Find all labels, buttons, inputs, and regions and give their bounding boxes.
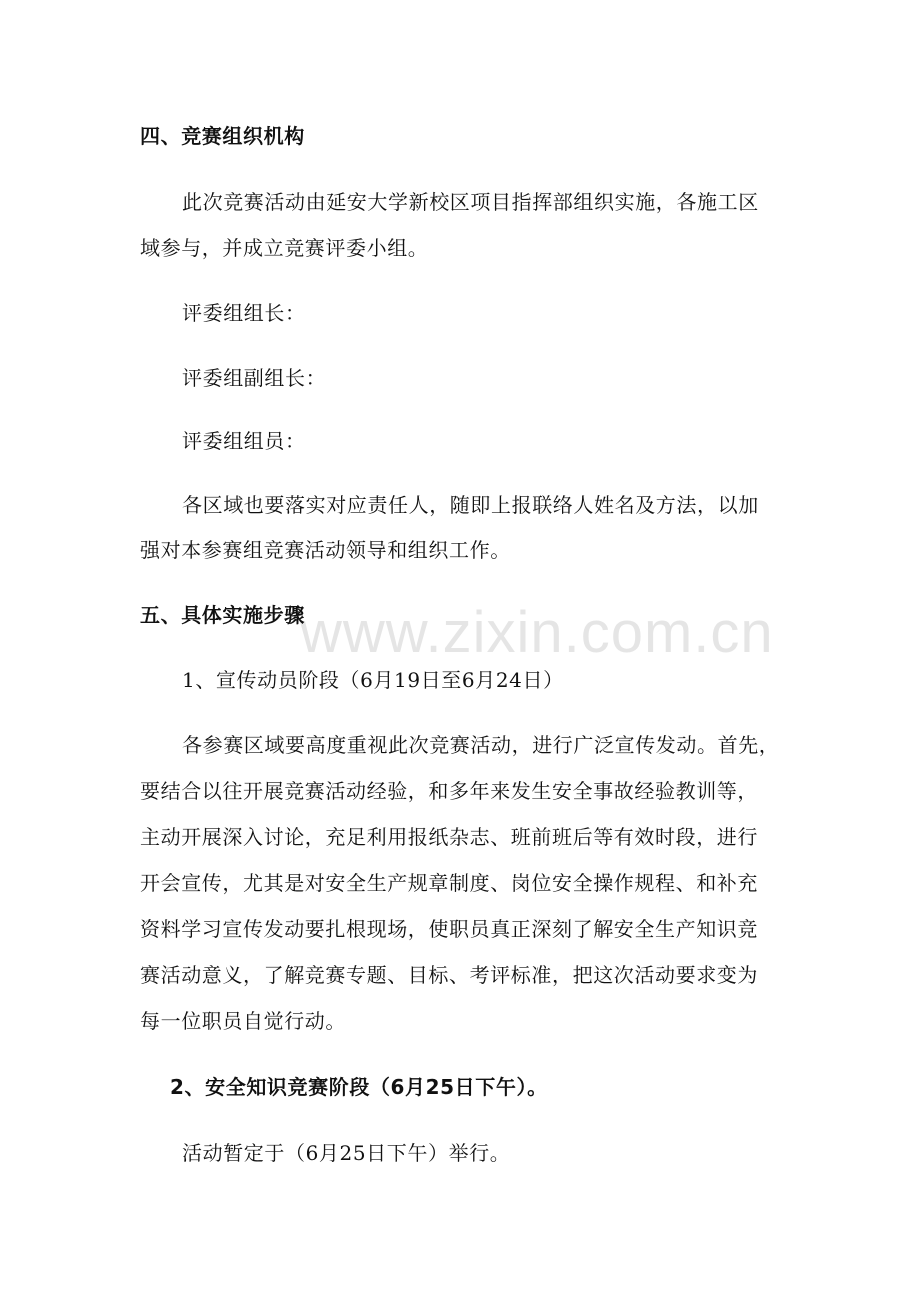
step-1-line-2: 要结合以往开展竞赛活动经验，和多年来发生安全事故经验教训等，	[140, 779, 758, 803]
judge-members-label: 评委组组员：	[182, 429, 306, 453]
section-4-paragraph-1-line-2: 域参与，并成立竞赛评委小组。	[140, 236, 429, 260]
watermark: www.zixin.com.cn	[300, 600, 774, 665]
section-4-paragraph-2-line-1: 各区域也要落实对应责任人，随即上报联络人姓名及方法，以加	[182, 493, 759, 517]
judge-leader-label: 评委组组长：	[182, 301, 306, 325]
step-1-title: 1、宣传动员阶段（6月19日至6月24日）	[182, 668, 564, 692]
section-4-heading: 四、竞赛组织机构	[140, 124, 305, 148]
step-1-line-7: 每一位职员自觉行动。	[140, 1009, 346, 1033]
step-2-title: 2、安全知识竞赛阶段（6月25日下午）。	[170, 1075, 548, 1099]
step-2-text: 活动暂定于（6月25日下午）举行。	[182, 1141, 511, 1165]
section-4-paragraph-2-line-2: 强对本参赛组竞赛活动领导和组织工作。	[140, 538, 511, 562]
step-1-line-6: 赛活动意义，了解竞赛专题、目标、考评标准，把这次活动要求变为	[140, 963, 758, 987]
step-1-line-1: 各参赛区域要高度重视此次竞赛活动，进行广泛宣传发动。首先，	[182, 733, 780, 757]
step-1-line-5: 资料学习宣传发动要扎根现场，使职员真正深刻了解安全生产知识竞	[140, 917, 758, 941]
step-1-line-3: 主动开展深入讨论，充足利用报纸杂志、班前班后等有效时段，进行	[140, 825, 758, 849]
step-1-line-4: 开会宣传，尤其是对安全生产规章制度、岗位安全操作规程、和补充	[140, 871, 758, 895]
judge-deputy-leader-label: 评委组副组长：	[182, 366, 327, 390]
section-5-heading: 五、具体实施步骤	[140, 603, 305, 627]
section-4-paragraph-1-line-1: 此次竞赛活动由延安大学新校区项目指挥部组织实施，各施工区	[182, 190, 759, 214]
